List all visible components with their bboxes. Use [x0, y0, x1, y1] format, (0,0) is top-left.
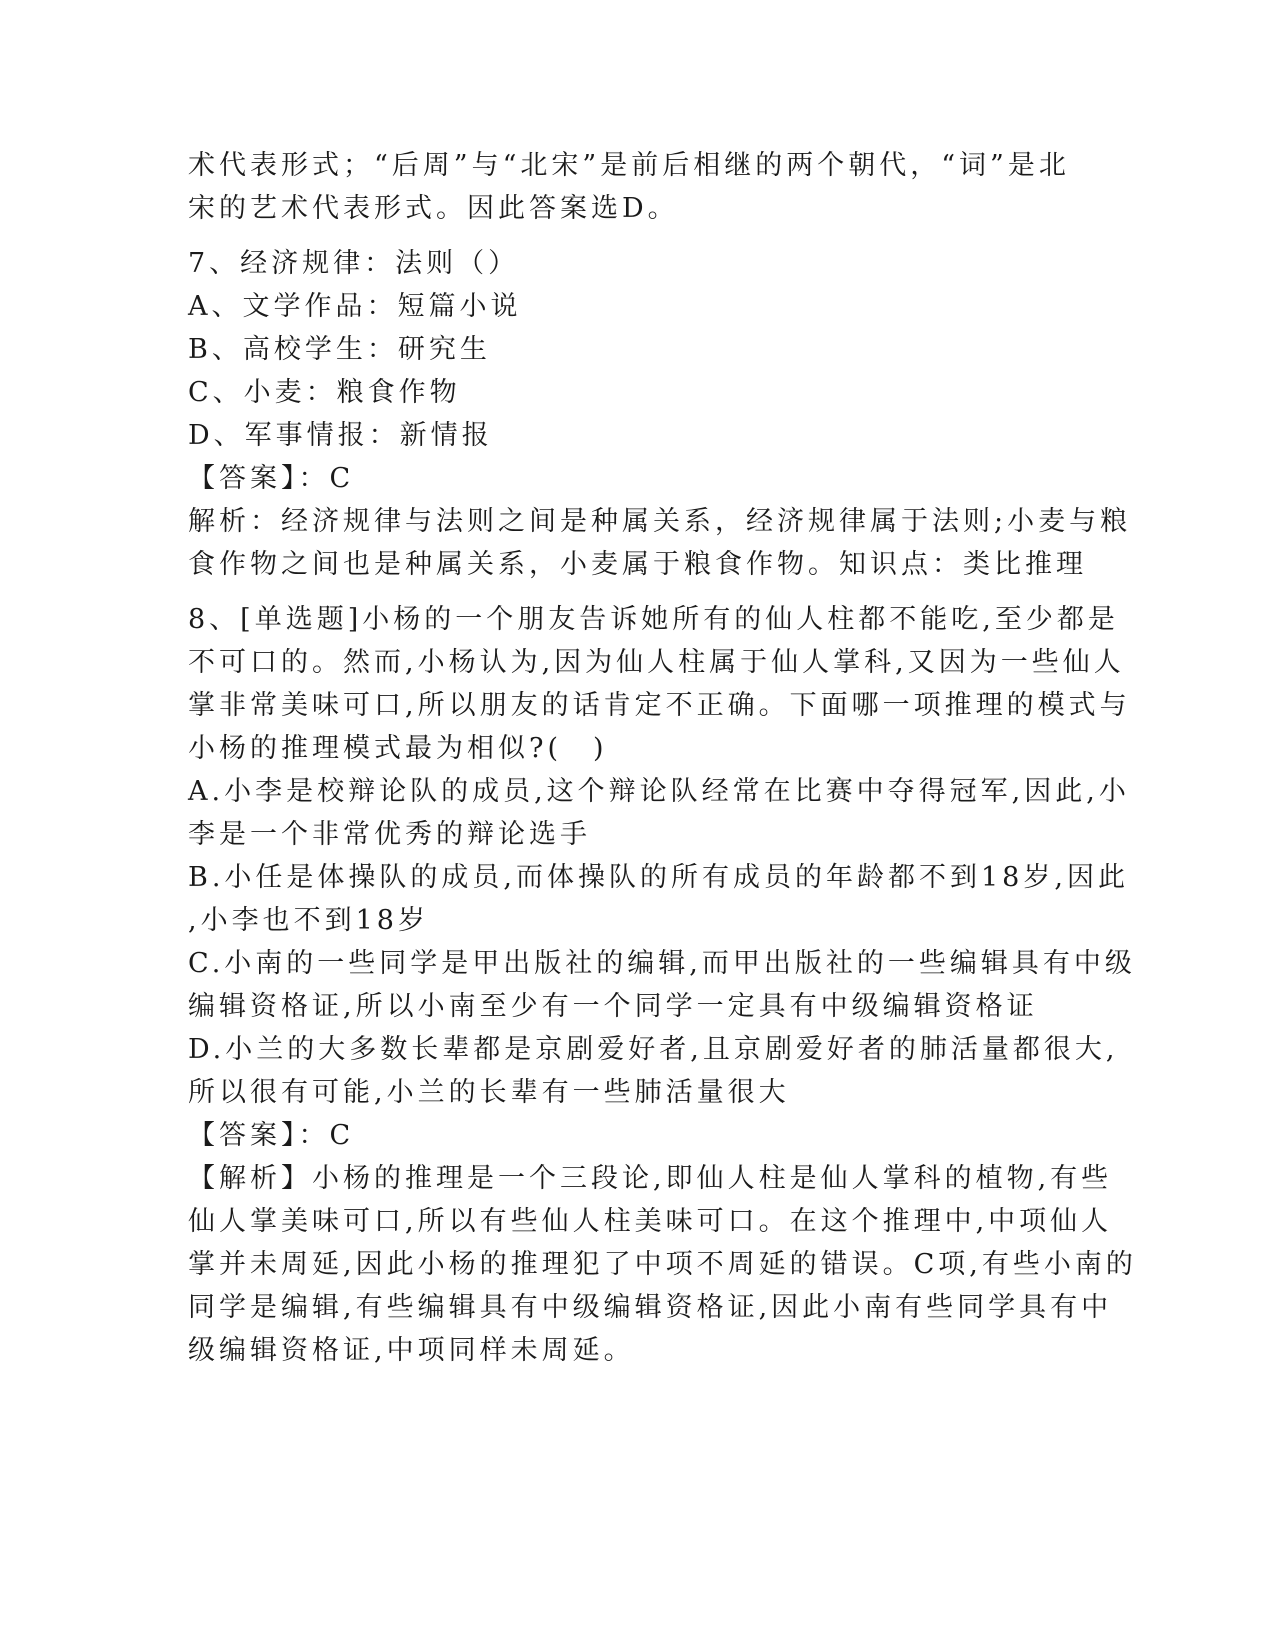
answer-line: 【答案】：C: [188, 1120, 355, 1151]
answer-line: 【答案】：C: [188, 463, 355, 494]
analysis-line: 同学是编辑,有些编辑具有中级编辑资格证,因此小南有些同学具有中: [188, 1292, 1113, 1323]
option-d: D、军事情报：新情报: [188, 420, 493, 451]
option-c-cont: 编辑资格证,所以小南至少有一个同学一定具有中级编辑资格证: [188, 991, 1038, 1022]
text-line: 宋的艺术代表形式。因此答案选D。: [188, 193, 679, 224]
analysis-line: 仙人掌美味可口,所以有些仙人柱美味可口。在这个推理中,中项仙人: [188, 1206, 1113, 1237]
option-d: D.小兰的大多数长辈都是京剧爱好者,且京剧爱好者的肺活量都很大,: [188, 1034, 1119, 1065]
analysis-line: 级编辑资格证,中项同样未周延。: [188, 1335, 635, 1366]
analysis-line: 解析：经济规律与法则之间是种属关系，经济规律属于法则;小麦与粮: [188, 506, 1132, 537]
text-line: 术代表形式；“后周”与“北宋”是前后相继的两个朝代，“词”是北: [188, 150, 1070, 181]
spacer: [188, 230, 1088, 242]
question-8: [188, 598, 1137, 1372]
question-stem-line: 掌非常美味可口,所以朋友的话肯定不正确。下面哪一项推理的模式与: [188, 690, 1131, 721]
question-stem-line: 8、[单选题]小杨的一个朋友告诉她所有的仙人柱都不能吃,至少都是: [188, 604, 1119, 635]
analysis-line: 掌并未周延,因此小杨的推理犯了中项不周延的错误。C项,有些小南的: [188, 1249, 1137, 1280]
option-b: B、高校学生：研究生: [188, 334, 491, 365]
option-b: B.小任是体操队的成员,而体操队的所有成员的年龄都不到18岁,因此: [188, 862, 1129, 893]
option-c: C、小麦：粮食作物: [188, 377, 461, 408]
option-a-cont: 李是一个非常优秀的辩论选手: [188, 819, 591, 850]
spacer: [188, 586, 1088, 598]
question-stem: 7、经济规律：法则（）: [188, 248, 520, 279]
option-b-cont: ,小李也不到18岁: [188, 905, 429, 936]
option-d-cont: 所以很有可能,小兰的长辈有一些肺活量很大: [188, 1077, 790, 1108]
question-stem-line: 不可口的。然而,小杨认为,因为仙人柱属于仙人掌科,又因为一些仙人: [188, 647, 1125, 678]
analysis-line: 【解析】小杨的推理是一个三段论,即仙人柱是仙人掌科的植物,有些: [188, 1163, 1113, 1194]
option-a: A.小李是校辩论队的成员,这个辩论队经常在比赛中夺得冠军,因此,小: [188, 776, 1130, 807]
previous-analysis-continuation: [188, 144, 1088, 230]
question-stem-line: 小杨的推理模式最为相似?( ): [188, 733, 608, 764]
option-a: A、文学作品：短篇小说: [188, 291, 522, 322]
question-7: [188, 242, 1132, 586]
option-c: C.小南的一些同学是甲出版社的编辑,而甲出版社的一些编辑具有中级: [188, 948, 1136, 979]
analysis-line: 食作物之间也是种属关系，小麦属于粮食作物。知识点：类比推理: [188, 549, 1087, 580]
page-content: [188, 144, 1137, 1372]
